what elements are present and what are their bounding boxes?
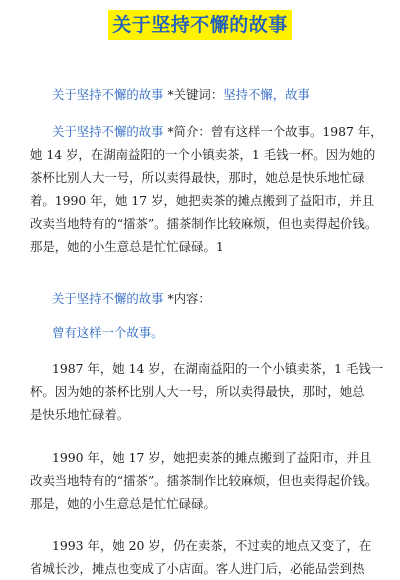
content-header-line xyxy=(30,287,375,310)
story-intro-section xyxy=(30,321,375,344)
keywords-label: *关键词： xyxy=(163,87,224,102)
content-link[interactable]: 关于坚持不懈的故事 xyxy=(52,291,164,306)
summary-line: 那是，她的小生意总是忙忙碌碌。1 xyxy=(30,239,224,254)
summary-line: 她 14 岁，在湖南益阳的一个小镇卖茶，1 毛钱一杯。因为她的 xyxy=(30,147,376,162)
story-paragraph xyxy=(30,357,384,426)
page-title: 关于坚持不懈的故事 xyxy=(108,10,292,40)
paragraph-line: 省城长沙，摊点也变成了小店面。客人进门后，必能品尝到热 xyxy=(30,561,365,576)
keywords-link[interactable]: 关于坚持不懈的故事 xyxy=(52,87,164,102)
paragraph-line: 1990 年，她 17 岁，她把卖茶的摊点搬到了益阳市，并且 xyxy=(52,450,372,465)
paragraph-line: 改卖当地特有的“擂茶”。擂茶制作比较麻烦，但也卖得起价钱。 xyxy=(30,473,378,488)
keywords-section xyxy=(30,83,375,106)
summary-first-line xyxy=(30,120,383,143)
story-intro: 曾有这样一个故事。 xyxy=(52,325,164,340)
paragraph-line: 是快乐地忙碌着。 xyxy=(30,407,130,422)
keywords-line xyxy=(30,83,375,106)
summary-line: 茶杯比别人大一号，所以卖得最快，那时，她总是快乐地忙碌 xyxy=(30,170,365,185)
summary-first-line-text: *简介：曾有这样一个故事。1987 年， xyxy=(163,124,383,139)
summary-section xyxy=(30,120,383,258)
summary-link[interactable]: 关于坚持不懈的故事 xyxy=(52,124,164,139)
content-label: *内容： xyxy=(163,291,211,306)
story-paragraph xyxy=(30,534,375,580)
content-header-section xyxy=(30,287,375,310)
title-container xyxy=(0,10,400,40)
paragraph-line: 那是，她的小生意总是忙忙碌碌。 xyxy=(30,496,216,511)
summary-line: 改卖当地特有的“擂茶”。擂茶制作比较麻烦，但也卖得起价钱。 xyxy=(30,216,378,231)
summary-line: 着。1990 年，她 17 岁，她把卖茶的摊点搬到了益阳市，并且 xyxy=(30,193,375,208)
paragraph-line: 杯。因为她的茶杯比别人大一号，所以卖得最快，那时，她总 xyxy=(30,384,365,399)
paragraph-line: 1993 年，她 20 岁，仍在卖茶，不过卖的地点又变了，在 xyxy=(52,538,372,553)
story-paragraph xyxy=(30,446,378,515)
keywords-value: 坚持不懈，故事 xyxy=(223,87,310,102)
paragraph-line: 1987 年，她 14 岁，在湖南益阳的一个小镇卖茶，1 毛钱一 xyxy=(52,361,384,376)
